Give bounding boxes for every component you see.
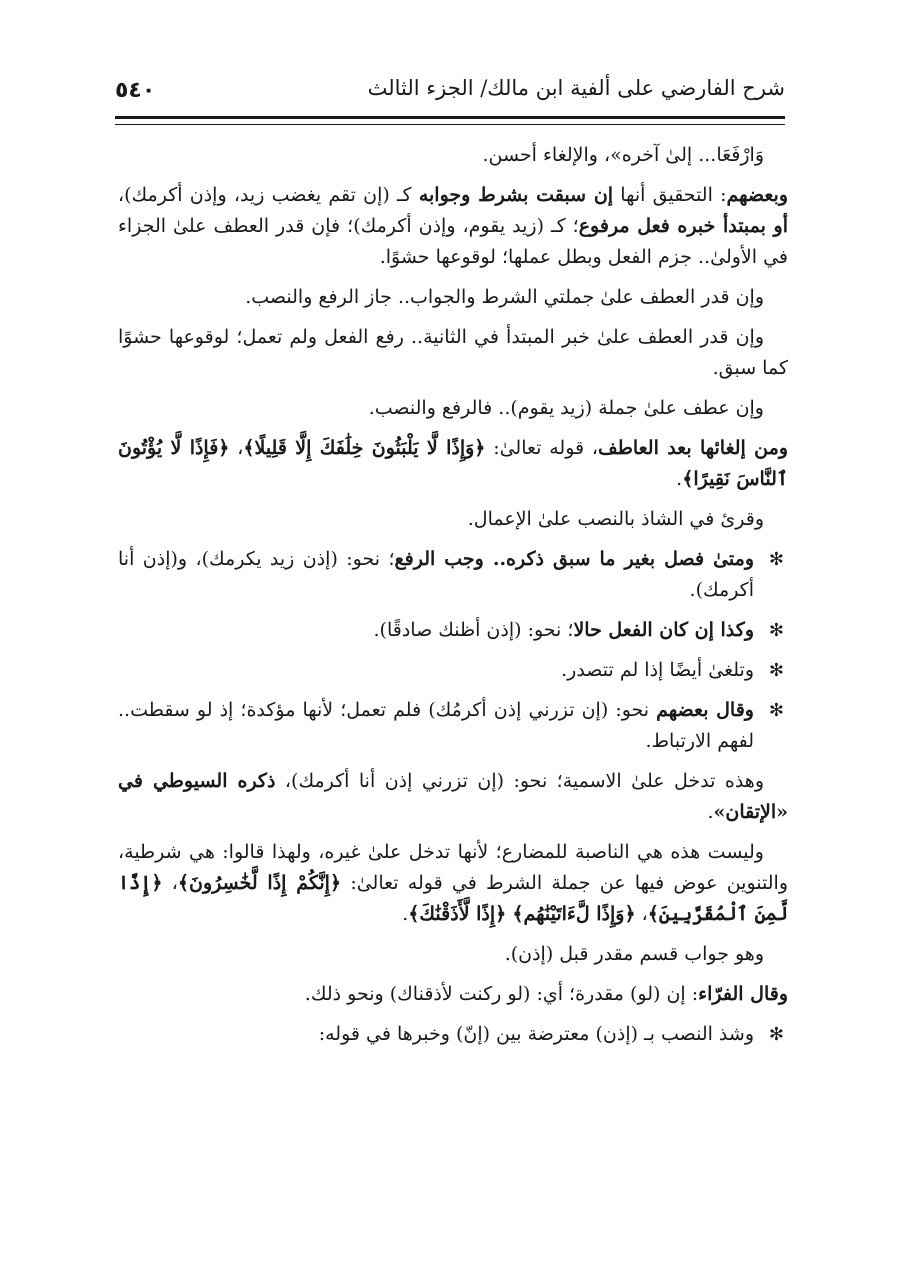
paragraph	[118, 180, 788, 273]
bold-term: ومتىٰ فصل بغير ما سبق ذكره.. وجب الرفع	[394, 548, 754, 570]
paragraph	[118, 322, 788, 384]
text-run: ،	[162, 872, 178, 894]
text-run: ،	[635, 903, 648, 925]
text-run: .	[707, 801, 714, 823]
text-run: ؛ نحو: (إذن زيد يكرمك)، و(إذن أنا أكرمك).	[118, 548, 754, 601]
text-run: نحو: (إن تزرني إذن أكرمُك) فلم تعمل؛ لأنها مؤكدة؛ إذ لو سقطت.. لفهم الارتباط.	[118, 699, 754, 752]
text-run: وهذه تدخل علىٰ الاسمية؛ نحو: (إن تزرني إذن أنا أكرمك)،	[275, 770, 764, 792]
text-run: .	[402, 903, 409, 925]
running-title: شرح الفارضي على ألفية ابن مالك/ الجزء الثالث	[367, 76, 785, 100]
text-run: وإن قدر العطف علىٰ جملتي الشرط والجواب.. جاز الرفع والنصب.	[245, 286, 764, 308]
bullet-star-icon: ✻	[768, 549, 784, 570]
bold-term: ومن إلغائها بعد العاطف	[598, 437, 788, 459]
bullet-star-icon: ✻	[768, 660, 784, 681]
quran-verse: ﴿إِذًا لَّمِنَ ٱلْمُقَرَّبِينَ﴾	[118, 872, 788, 925]
bold-term: وكذا إن كان الفعل حالا	[573, 619, 754, 641]
page-header	[115, 72, 785, 120]
paragraph	[118, 979, 788, 1010]
text-run: وشذ النصب بـ (إذن) معترضة بين (إنّ) وخبرها في قوله:	[318, 1023, 754, 1045]
bold-term: ذكره السيوطي في «الإتقان»	[118, 770, 788, 823]
paragraph	[118, 433, 788, 495]
bold-term: إن سبقت بشرط وجوابه	[418, 184, 614, 206]
text-run: وإن عطف علىٰ جملة (زيد يقوم).. فالرفع والنصب.	[368, 397, 764, 419]
text-run: وليست هذه هي الناصبة للمضارع؛ لأنها تدخل علىٰ غيره، ولهذا قالوا: هي شرطية، والتنوين عوض فيها عن جملة الشرط في قوله تعالىٰ:	[118, 841, 788, 894]
text-run: : التحقيق أنها	[613, 184, 727, 206]
bullet-star-icon: ✻	[768, 1024, 784, 1045]
quran-verse: ﴿إِذًا لَّأَذَقْنَٰكَ﴾	[408, 903, 507, 925]
bullet-item	[118, 615, 788, 646]
text-run: وإن قدر العطف علىٰ خبر المبتدأ في الثانية.. رفع الفعل ولم تعمل؛ لوقوعها حشوًا كما سبق.	[118, 326, 788, 379]
bullet-item	[118, 695, 788, 757]
text-run: ، قوله تعالىٰ:	[485, 437, 599, 459]
paragraph	[118, 282, 788, 313]
paragraph	[118, 504, 788, 535]
text-run: .	[676, 468, 683, 490]
bullet-item	[118, 1019, 788, 1050]
quran-verse: ﴿وَإِذًا لَّءَاتَيْنَٰهُم﴾	[512, 903, 636, 925]
quran-verse: ﴿إِنَّكُمْ إِذًا لَّخَٰسِرُونَ﴾	[177, 872, 342, 894]
quran-verse: ﴿وَإِذًا لَّا يَلْبَثُونَ خِلَٰفَكَ إِلَّا قَلِيلًا﴾	[243, 437, 486, 459]
bold-term: أو بمبتدأ خبره فعل مرفوع	[578, 215, 788, 237]
paragraph	[118, 766, 788, 828]
bullet-item	[118, 544, 788, 606]
paragraph	[118, 140, 788, 171]
bullet-star-icon: ✻	[768, 700, 784, 721]
page-body	[118, 140, 788, 1059]
header-rule-thick	[115, 116, 785, 119]
paragraph	[118, 393, 788, 424]
text-run: ،	[229, 437, 244, 459]
text-run: وتلغىٰ أيضًا إذا لم تتصدر.	[561, 659, 754, 681]
text-run: : إن (لو) مقدرة؛ أي: (لو ركنت لأذقناك) ونحو ذلك.	[304, 983, 699, 1005]
header-rule-thin	[115, 124, 785, 125]
text-run: وَارْفَعَا... إلىٰ آخره»، والإلغاء أحسن.	[482, 144, 764, 166]
page-number: ٥٤٠	[115, 78, 156, 103]
bullet-item	[118, 655, 788, 686]
paragraph	[118, 837, 788, 930]
text-run: ؛ نحو: (إذن أظنك صادقًا).	[373, 619, 574, 641]
bold-term: وقال بعضهم	[656, 699, 754, 721]
text-run: ؛ كـ (زيد يقوم، وإذن أكرمك)؛ فإن قدر العطف علىٰ الجزاء في الأولىٰ.. جزم الفعل وبطل عملها؛ لوقوعها حشوًا.	[118, 215, 788, 268]
bullet-star-icon: ✻	[768, 620, 784, 641]
paragraph	[118, 939, 788, 970]
text-run: كـ (إن تقم يغضب زيد، وإذن أكرمك)،	[118, 184, 419, 206]
bold-term: وبعضهم	[726, 184, 788, 206]
quran-verse: ﴿فَإِذًا لَّا يُؤْتُونَ ٱلنَّاسَ نَقِيرًا﴾	[118, 437, 788, 490]
bold-term: وقال الفرّاء	[698, 983, 788, 1005]
text-run: وهو جواب قسم مقدر قبل (إذن).	[504, 943, 764, 965]
text-run: وقرئ في الشاذ بالنصب علىٰ الإعمال.	[467, 508, 764, 530]
